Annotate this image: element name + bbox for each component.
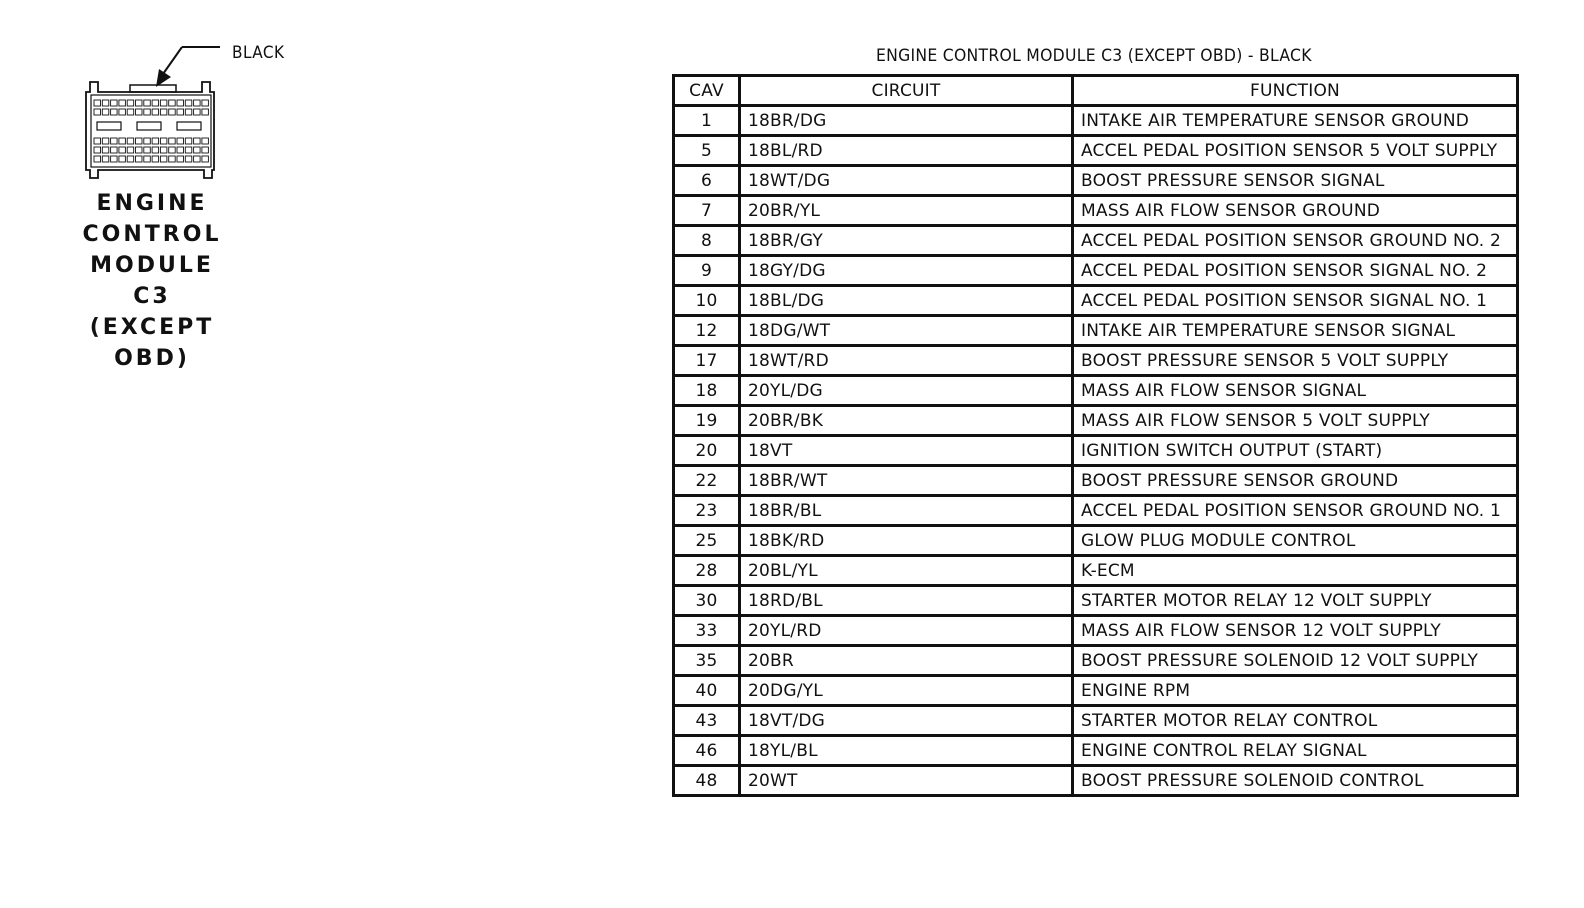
connector-illustration [60, 30, 300, 371]
function-cell: GLOW PLUG MODULE CONTROL [1073, 526, 1518, 556]
cav-cell: 43 [674, 706, 740, 736]
table-row [674, 286, 1518, 316]
cav-cell: 5 [674, 136, 740, 166]
circuit-cell: 18BK/RD [740, 526, 1073, 556]
table-row [674, 736, 1518, 766]
table-row [674, 646, 1518, 676]
pinout-table [672, 74, 1519, 797]
cav-cell: 18 [674, 376, 740, 406]
header-circuit: CIRCUIT [740, 76, 1073, 106]
circuit-cell: 20DG/YL [740, 676, 1073, 706]
function-cell: BOOST PRESSURE SENSOR SIGNAL [1073, 166, 1518, 196]
cav-cell: 22 [674, 466, 740, 496]
circuit-cell: 20BR [740, 646, 1073, 676]
table-row [674, 256, 1518, 286]
table-row [674, 706, 1518, 736]
function-cell: K-ECM [1073, 556, 1518, 586]
function-cell: INTAKE AIR TEMPERATURE SENSOR SIGNAL [1073, 316, 1518, 346]
circuit-cell: 18DG/WT [740, 316, 1073, 346]
function-cell: MASS AIR FLOW SENSOR GROUND [1073, 196, 1518, 226]
cav-cell: 48 [674, 766, 740, 796]
table-row [674, 136, 1518, 166]
table-row [674, 466, 1518, 496]
function-cell: BOOST PRESSURE SOLENOID CONTROL [1073, 766, 1518, 796]
function-cell: ACCEL PEDAL POSITION SENSOR SIGNAL NO. 2 [1073, 256, 1518, 286]
circuit-cell: 18WT/RD [740, 346, 1073, 376]
function-cell: ACCEL PEDAL POSITION SENSOR GROUND NO. 1 [1073, 496, 1518, 526]
circuit-cell: 20YL/DG [740, 376, 1073, 406]
table-row [674, 166, 1518, 196]
cav-cell: 6 [674, 166, 740, 196]
table-row [674, 586, 1518, 616]
table-row [674, 226, 1518, 256]
table-row [674, 406, 1518, 436]
connector-label-line: ENGINE [96, 191, 208, 216]
function-cell: MASS AIR FLOW SENSOR 12 VOLT SUPPLY [1073, 616, 1518, 646]
table-row [674, 316, 1518, 346]
table-row [674, 766, 1518, 796]
table-header-row [674, 76, 1518, 106]
circuit-cell: 18BR/WT [740, 466, 1073, 496]
cav-cell: 1 [674, 106, 740, 136]
circuit-cell: 20YL/RD [740, 616, 1073, 646]
connector-color-callout: BLACK [232, 43, 285, 63]
function-cell: BOOST PRESSURE SOLENOID 12 VOLT SUPPLY [1073, 646, 1518, 676]
function-cell: ACCEL PEDAL POSITION SENSOR GROUND NO. 2 [1073, 226, 1518, 256]
cav-cell: 7 [674, 196, 740, 226]
connector-label-line: (EXCEPT OBD) [89, 315, 215, 371]
table-row [674, 346, 1518, 376]
table-row [674, 376, 1518, 406]
circuit-cell: 18VT/DG [740, 706, 1073, 736]
table-row [674, 496, 1518, 526]
circuit-cell: 20BR/YL [740, 196, 1073, 226]
cav-cell: 19 [674, 406, 740, 436]
function-cell: MASS AIR FLOW SENSOR SIGNAL [1073, 376, 1518, 406]
table-title [672, 46, 1515, 66]
table-row [674, 556, 1518, 586]
function-cell: ACCEL PEDAL POSITION SENSOR SIGNAL NO. 1 [1073, 286, 1518, 316]
function-cell: IGNITION SWITCH OUTPUT (START) [1073, 436, 1518, 466]
table-row [674, 616, 1518, 646]
circuit-cell: 18VT [740, 436, 1073, 466]
circuit-cell: 20BL/YL [740, 556, 1073, 586]
function-cell: ENGINE RPM [1073, 676, 1518, 706]
connector-label-line: MODULE [90, 253, 214, 278]
cav-cell: 17 [674, 346, 740, 376]
cav-cell: 9 [674, 256, 740, 286]
function-cell: INTAKE AIR TEMPERATURE SENSOR GROUND [1073, 106, 1518, 136]
circuit-cell: 18GY/DG [740, 256, 1073, 286]
circuit-cell: 20WT [740, 766, 1073, 796]
table-row [674, 196, 1518, 226]
cav-cell: 28 [674, 556, 740, 586]
cav-cell: 46 [674, 736, 740, 766]
table-body [674, 106, 1518, 796]
cav-cell: 35 [674, 646, 740, 676]
cav-cell: 25 [674, 526, 740, 556]
circuit-cell: 18RD/BL [740, 586, 1073, 616]
connector-label-line: C3 [133, 284, 171, 309]
connector-label [60, 188, 244, 374]
circuit-cell: 18YL/BL [740, 736, 1073, 766]
function-cell: BOOST PRESSURE SENSOR 5 VOLT SUPPLY [1073, 346, 1518, 376]
function-cell: BOOST PRESSURE SENSOR GROUND [1073, 466, 1518, 496]
cav-cell: 10 [674, 286, 740, 316]
cav-cell: 8 [674, 226, 740, 256]
function-cell: MASS AIR FLOW SENSOR 5 VOLT SUPPLY [1073, 406, 1518, 436]
cav-cell: 20 [674, 436, 740, 466]
function-cell: ACCEL PEDAL POSITION SENSOR 5 VOLT SUPPLY [1073, 136, 1518, 166]
circuit-cell: 20BR/BK [740, 406, 1073, 436]
cav-cell: 23 [674, 496, 740, 526]
circuit-cell: 18BR/BL [740, 496, 1073, 526]
table-row [674, 676, 1518, 706]
circuit-cell: 18BL/DG [740, 286, 1073, 316]
circuit-cell: 18WT/DG [740, 166, 1073, 196]
table-row [674, 436, 1518, 466]
table-row [674, 106, 1518, 136]
function-cell: STARTER MOTOR RELAY CONTROL [1073, 706, 1518, 736]
cav-cell: 12 [674, 316, 740, 346]
function-cell: STARTER MOTOR RELAY 12 VOLT SUPPLY [1073, 586, 1518, 616]
function-cell: ENGINE CONTROL RELAY SIGNAL [1073, 736, 1518, 766]
cav-cell: 30 [674, 586, 740, 616]
header-function: FUNCTION [1073, 76, 1518, 106]
circuit-cell: 18BL/RD [740, 136, 1073, 166]
circuit-cell: 18BR/DG [740, 106, 1073, 136]
connector-label-line: CONTROL [82, 222, 222, 247]
table-title-text: ENGINE CONTROL MODULE C3 (EXCEPT OBD) - BLACK [875, 46, 1312, 66]
cav-cell: 33 [674, 616, 740, 646]
cav-cell: 40 [674, 676, 740, 706]
header-cav: CAV [674, 76, 740, 106]
circuit-cell: 18BR/GY [740, 226, 1073, 256]
table-row [674, 526, 1518, 556]
